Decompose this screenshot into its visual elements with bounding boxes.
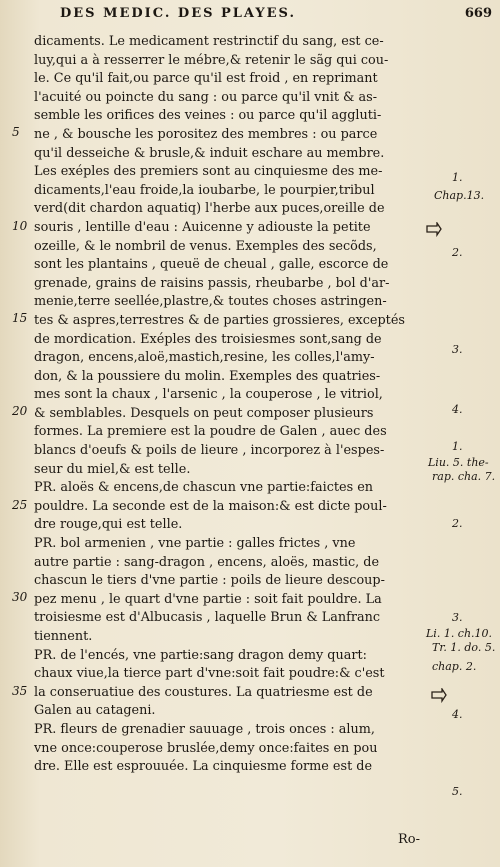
text-line: chascun le tiers d'vne partie : poils de lieure descoup- bbox=[34, 573, 385, 589]
line-number: 25 bbox=[12, 498, 28, 512]
text-line: dre. Elle est esprouuée. La cinquiesme forme est de bbox=[34, 759, 373, 775]
margin-note: 4. bbox=[452, 708, 463, 721]
text-line: PR. de l'encés, vne partie:sang dragon demy quart: bbox=[34, 647, 367, 663]
margin-note: 3. bbox=[452, 611, 463, 624]
margin-note: Li. 1. ch.10. bbox=[426, 627, 493, 640]
margin-note: rap. cha. 7. bbox=[432, 470, 496, 483]
line-number: 35 bbox=[12, 684, 28, 698]
margin-note: 5. bbox=[452, 785, 463, 798]
text-line: & semblables. Desquels on peut composer plusieurs bbox=[34, 405, 374, 421]
text-block bbox=[34, 33, 432, 777]
text-line: ne , & bousche les porositez des membres : ou parce bbox=[34, 126, 378, 142]
page-number: 669 bbox=[464, 6, 492, 21]
text-line: blancs d'oeufs & poils de lieure , incorporez à l'espes- bbox=[34, 443, 385, 459]
text-line: dicaments. Le medicament restrinctif du sang, est ce- bbox=[34, 34, 384, 49]
text-line: troisiesme est d'Albucasis , laquelle Brun & Lanfranc bbox=[34, 610, 381, 626]
text-line: grenade, grains de raisins passis, rheubarbe , bol d'ar- bbox=[34, 275, 390, 291]
running-header bbox=[60, 6, 492, 28]
margin-note: 3. bbox=[452, 343, 463, 356]
text-line: souris , lentille d'eau : Auicenne y adiouste la petite bbox=[34, 219, 371, 235]
margin-note: Tr. 1. do. 5. bbox=[432, 641, 496, 654]
margin-note: 2. bbox=[452, 517, 463, 530]
text-line: de mordication. Exéples des troisiesmes sont,sang de bbox=[34, 331, 382, 347]
text-line: pez menu , le quart d'vne partie : soit fait pouldre. La bbox=[34, 591, 382, 607]
text-line: verd(dit chardon aquatiq) l'herbe aux puces,oreille de bbox=[34, 201, 385, 217]
line-number: 5 bbox=[12, 125, 20, 139]
text-line: PR. bol armenien , vne partie : galles frictes , vne bbox=[34, 536, 356, 552]
text-line: vne once:couperose bruslée,demy once:faites en pou bbox=[34, 740, 378, 756]
text-line: menie,terre seellée,plastre,& toutes choses astringen- bbox=[34, 294, 387, 310]
text-line: qu'il desseiche & brusle,& induit eschare au membre. bbox=[34, 145, 385, 161]
line-number: 10 bbox=[12, 219, 28, 233]
text-line: ozeille, & le nombril de venus. Exemples des secõds, bbox=[34, 238, 377, 254]
margin-note: Liu. 5. the- bbox=[428, 456, 489, 469]
manicule-icon bbox=[430, 688, 448, 704]
margin-note: 1. bbox=[452, 171, 463, 184]
text-line: chaux viue,la tierce part d'vne:soit fait poudre:& c'est bbox=[34, 666, 385, 682]
line-number: 30 bbox=[12, 590, 28, 604]
margin-note: 1. bbox=[452, 440, 463, 453]
text-line: Galen au catageni. bbox=[34, 703, 156, 719]
text-line: tes & aspres,terrestres & de parties grossieres, exceptés bbox=[34, 312, 405, 328]
manicule-icon bbox=[425, 222, 443, 238]
text-line: le. Ce qu'il fait,ou parce qu'il est froid , en reprimant bbox=[34, 71, 378, 87]
text-line: l'acuité ou poincte du sang : ou parce qu'il vnit & as- bbox=[34, 89, 378, 105]
text-line: dicaments,l'eau froide,la ioubarbe, le pourpier,tribul bbox=[34, 182, 375, 198]
margin-note: Chap.13. bbox=[434, 189, 485, 202]
margin-note: chap. 2. bbox=[432, 660, 477, 673]
text-line: dre rouge,qui est telle. bbox=[34, 517, 183, 533]
running-title: DES MEDIC. DES PLAYES. bbox=[60, 6, 297, 21]
text-line: PR. fleurs de grenadier sauuage , trois onces : alum, bbox=[34, 721, 375, 737]
line-number: 15 bbox=[12, 311, 28, 325]
text-line: dragon, encens,aloë,mastich,resine, les colles,l'amy- bbox=[34, 350, 375, 366]
text-line: tiennent. bbox=[34, 629, 93, 644]
text-line: luy,qui a à resserrer le mébre,& retenir le sãg qui cou- bbox=[34, 52, 389, 68]
margin-note: 2. bbox=[452, 246, 463, 259]
text-line: la conseruatiue des coustures. La quatriesme est de bbox=[34, 684, 373, 700]
text-line: PR. aloës & encens,de chascun vne partie:faictes en bbox=[34, 480, 374, 496]
text-line: Les exéples des premiers sont au cinquiesme des me- bbox=[34, 164, 383, 180]
text-line: mes sont la chaux , l'arsenic , la couperose , le vitriol, bbox=[34, 387, 383, 403]
text-line: pouldre. La seconde est de la maison:& est dicte poul- bbox=[34, 498, 387, 514]
text-line: don, & la poussiere du molin. Exemples des quatries- bbox=[34, 368, 381, 384]
text-line: sont les plantains , queuë de cheual , galle, escorce de bbox=[34, 257, 389, 273]
text-line: formes. La premiere est la poudre de Galen , auec des bbox=[34, 424, 387, 440]
line-number: 20 bbox=[12, 404, 28, 418]
text-line: seur du miel,& est telle. bbox=[34, 461, 191, 477]
catchword: Ro- bbox=[398, 832, 421, 847]
text-line: semble les orifices des veines : ou parce qu'il aggluti- bbox=[34, 108, 382, 124]
margin-note: 4. bbox=[452, 403, 463, 416]
text-line: autre partie : sang-dragon , encens, aloës, mastic, de bbox=[34, 554, 380, 570]
